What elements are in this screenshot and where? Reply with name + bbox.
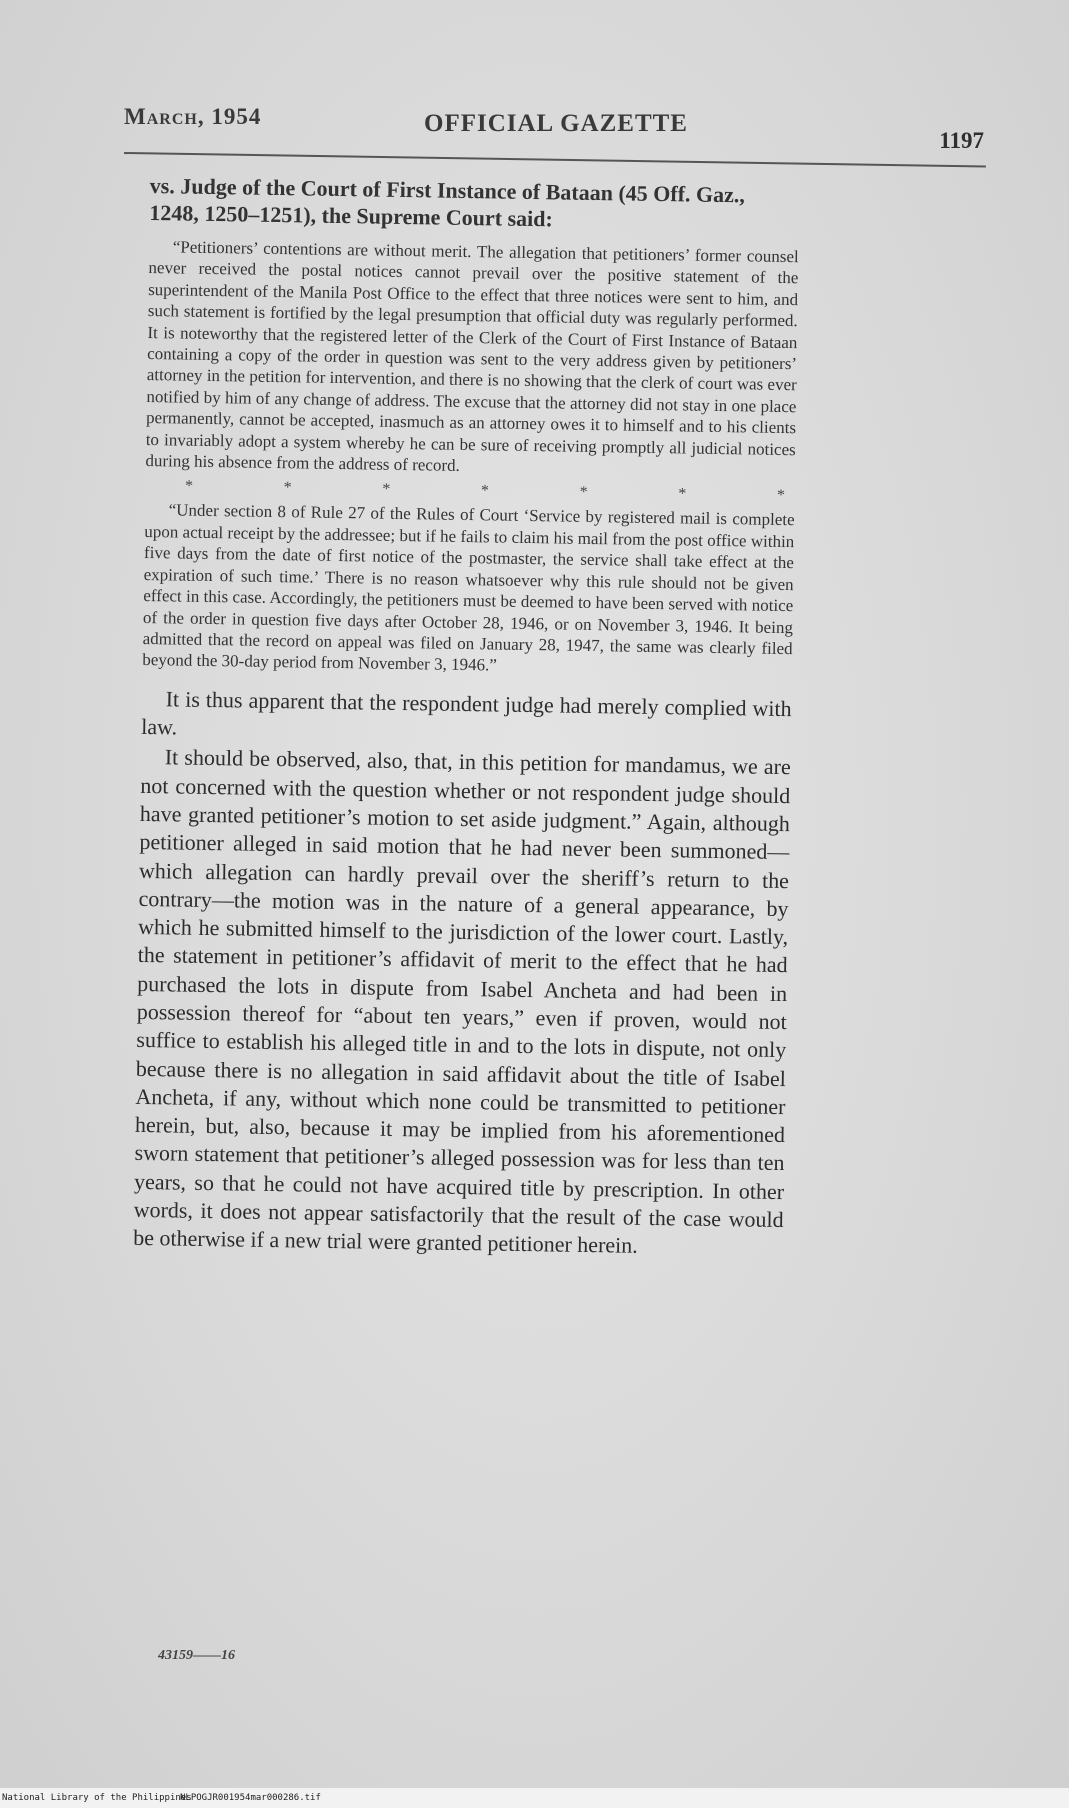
- print-code: 43159——16: [158, 1648, 235, 1663]
- star: *: [184, 478, 194, 496]
- block-quote-1: [145, 236, 799, 482]
- library-name: National Library of the Philippines: [2, 1793, 192, 1803]
- star: *: [480, 482, 490, 500]
- header-date: March, 1954: [124, 104, 262, 129]
- body-paragraph: It is thus apparent that the respondent judge had merely complied with law.: [141, 686, 792, 740]
- star: *: [678, 485, 687, 503]
- page-number: 1197: [939, 128, 984, 153]
- star: *: [283, 479, 292, 497]
- page-body: [133, 172, 800, 1263]
- star: *: [382, 481, 391, 499]
- page-header: [124, 100, 984, 153]
- body-paragraph: It should be observed, also, that, in this petition for mandamus, we are not concerned with the question whether or not respondent judge should have granted petitioner’s motion to set aside judgment.” Again, although petitioner alleged in said motion that he had never been summoned—which allegation can hardly prevail over the sheriff’s return to the contrary—the motion was in the nature of a general appearance, by which he submitted himself to the jurisdiction of the lower court. Lastly, the statement in petitioner’s affidavit of merit to the effect that he had purchased the lots in dispute from Isabel Ancheta and had been in possession thereof for “about ten years,” even if proven, would not suffice to establish his alleged title in and to the lots in dispute, not only because there is no allegation in said affidavit about the title of Isabel Ancheta, if any, without which none could be transmitted to petitioner herein, but, also, because it may be implied from his aforementioned sworn statement that petitioner’s alleged possession was for less than ten years, so that he could not have acquired title by prescription. In other words, it does not appear satisfactorily that the result of the case would be otherwise if a new trial were granted petitioner herein.: [133, 744, 791, 1259]
- lead-citation: vs. Judge of the Court of First Instance of Bataan (45 Off. Gaz., 1248, 1250–1251), the Supreme Court said:: [149, 172, 746, 232]
- scan-metadata-strip: [0, 1788, 1069, 1808]
- main-text: [133, 685, 792, 1263]
- header-publication-title: OFFICIAL GAZETTE: [424, 110, 688, 137]
- quote-paragraph: “Under section 8 of Rule 27 of the Rules of Court ‘Service by registered mail is complete upon actual receipt by the addressee; but if he fails to claim his mail from the post office within five days from the date of first notice of the postmaster, the service shall take effect at the expiration of such time.’ There is no reason whatsoever why this rule should not be given effect in this case. Accordingly, the petitioners must be deemed to have been served with notice of the order in question five days after October 28, 1946, or on November 3, 1946. It being admitted that the record on appeal was filed on January 28, 1947, the same was clearly filed beyond the 30-day period from November 3, 1946.”: [142, 500, 795, 675]
- star: *: [579, 484, 588, 502]
- block-quote-2: [142, 499, 795, 680]
- star: *: [776, 487, 786, 505]
- scan-filename: NLPOGJR001954mar000286.tif: [180, 1793, 321, 1803]
- quote-paragraph: “Petitioners’ contentions are without merit. The allegation that petitioners’ former counsel never received the postal notices cannot prevail over the positive statement of the superintendent of the Manila Post Office to the effect that three notices were sent to him, and such statement is fortified by the legal presumption that official duty was regularly performed. It is noteworthy that the registered letter of the Clerk of the Court of First Instance of Bataan containing a copy of the order in question was sent to the very address given by petitioners’ attorney in the petition for intervention, and there is no showing that the clerk of court was ever notified by him of any change of address. The excuse that the attorney did not stay in one place permanently, cannot be accepted, inasmuch as an attorney owes it to himself and to his clients to invariably adopt a system whereby he can be sure of receiving promptly all judicial notices during his absence from the address of record.: [145, 237, 799, 475]
